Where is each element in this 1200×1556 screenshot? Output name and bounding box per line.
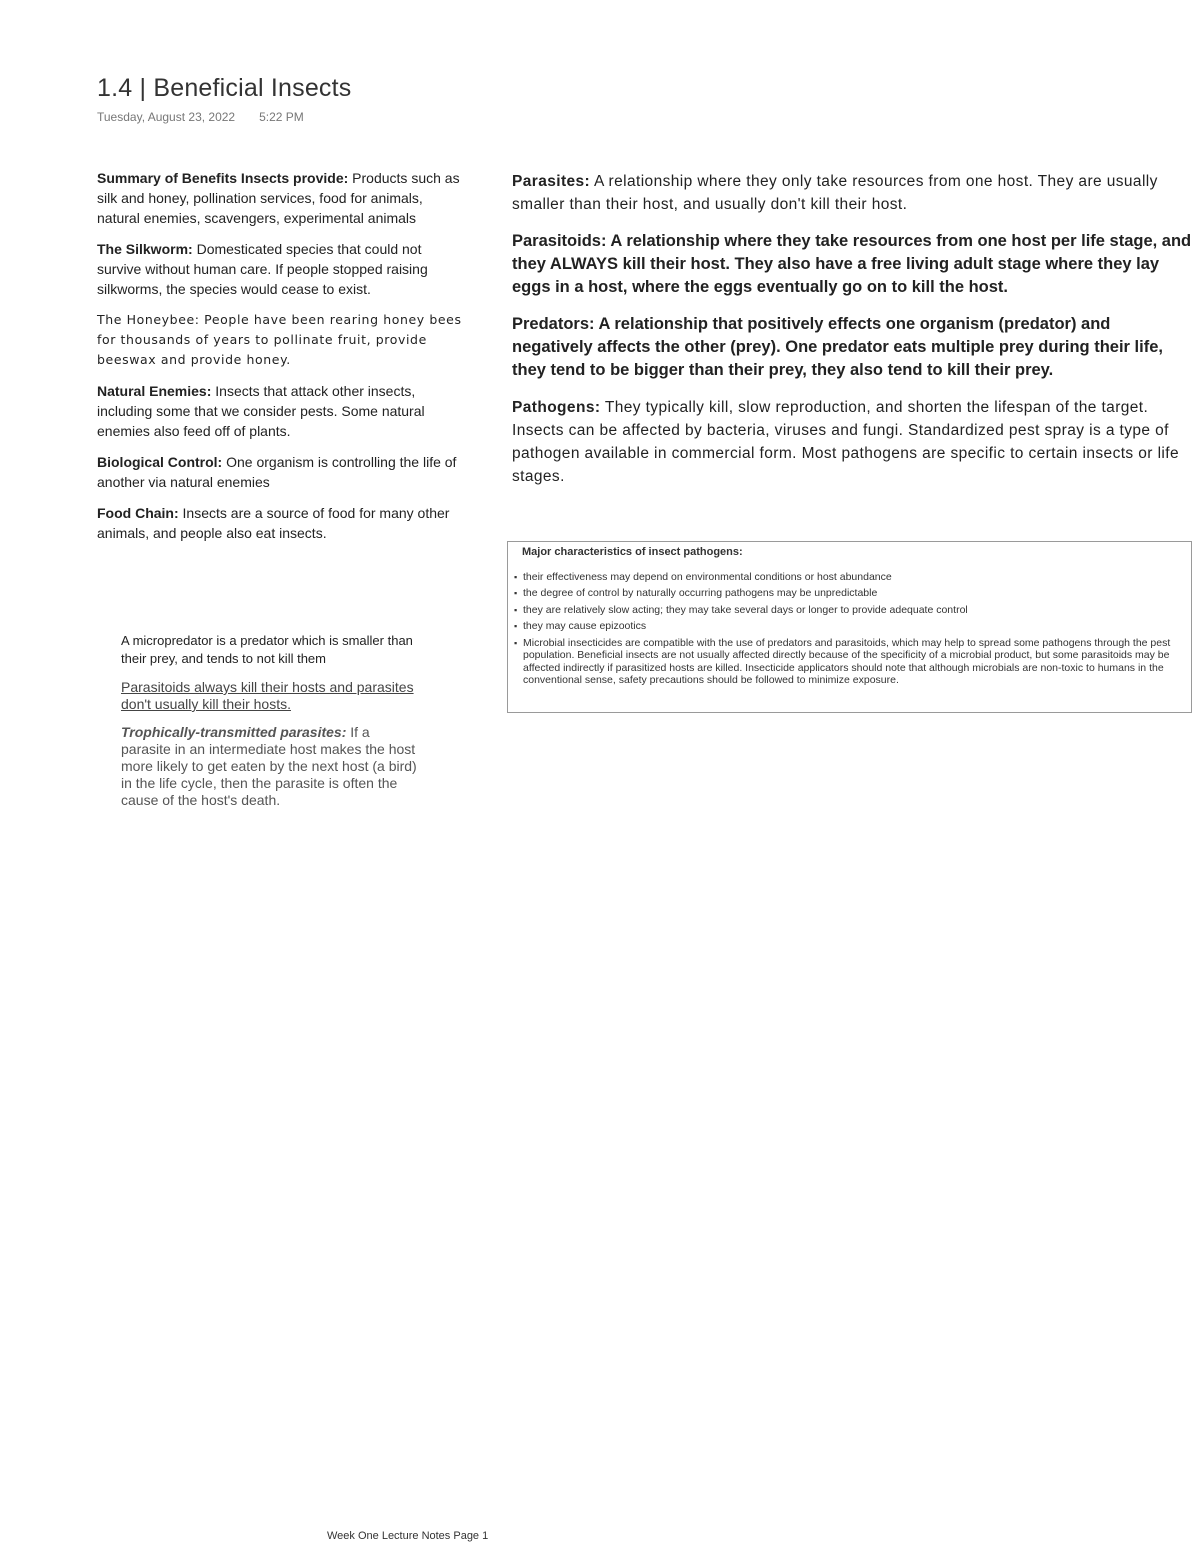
- biological-control-label: Biological Control:: [97, 454, 223, 470]
- pathogen-box-heading: Major characteristics of insect pathogens:: [522, 546, 743, 558]
- page-time: 5:22 PM: [259, 110, 304, 124]
- page-title: 1.4 | Beneficial Insects: [97, 74, 352, 102]
- parasitoids-definition: [512, 230, 1192, 299]
- parasites-label: Parasites:: [512, 173, 591, 190]
- page-date: Tuesday, August 23, 2022: [97, 110, 236, 124]
- pathogen-characteristics-box: [507, 541, 1192, 713]
- food-chain-label: Food Chain:: [97, 505, 179, 521]
- list-item: ▪ their effectiveness may depend on environmental conditions or host abundance: [514, 571, 1181, 584]
- parasitoids-text: A relationship where they take resources from one host per life stage, and they ALWAYS kill their host. They also have a free living adult stage where they lay eggs in a host, where the eggs eventually go on to kill the host.: [512, 232, 1192, 296]
- trophically-note: [121, 724, 421, 809]
- list-item: ▪ the degree of control by naturally occurring pathogens may be unpredictable: [514, 587, 1181, 600]
- sub-notes: [121, 632, 421, 820]
- natural-enemies-label: Natural Enemies:: [97, 383, 212, 399]
- silkworm-text: Domesticated species that could not survive without human care. If people stopped raising silkworms, the species would cease to exist.: [97, 241, 428, 297]
- micropredator-note: A micropredator is a predator which is smaller than their prey, and tends to not kill them: [121, 633, 413, 666]
- right-notes-column: [512, 170, 1192, 502]
- food-chain-note: [97, 503, 469, 543]
- left-notes-column: [97, 168, 469, 554]
- parasites-text: A relationship where they only take resources from one host. They are usually smaller than their host, and usually don't kill their host.: [512, 173, 1158, 213]
- parasitoids-note: Parasitoids always kill their hosts and parasites don't usually kill their hosts.: [121, 679, 414, 712]
- trophically-label: Trophically-transmitted parasites:: [121, 724, 347, 740]
- pathogens-text: They typically kill, slow reproduction, and shorten the lifespan of the target. Insects can be affected by bacteria, viruses and fungi. Standardized pest spray is a type of pathogen available in commercial form. Most pathogens are specific to certain insects or life stages.: [512, 399, 1179, 485]
- silkworm-note: [97, 239, 469, 299]
- parasitoids-label: Parasitoids:: [512, 232, 607, 250]
- pathogen-characteristics-list: [514, 571, 1181, 687]
- page-timestamp: [97, 110, 304, 124]
- summary-label: Summary of Benefits Insects provide:: [97, 170, 349, 186]
- predators-text: A relationship that positively effects one organism (predator) and negatively affects the other (prey). One predator eats multiple prey during their life, they tend to be bigger than their prey, they also tend to kill their prey.: [512, 315, 1163, 379]
- natural-enemies-text: Insects that attack other insects, including some that we consider pests. Some natural enemies also feed off of plants.: [97, 383, 425, 439]
- honeybee-note: The Honeybee: People have been rearing honey bees for thousands of years to pollinate fruit, provide beeswax and provide honey.: [97, 312, 462, 367]
- food-chain-text: Insects are a source of food for many other animals, and people also eat insects.: [97, 505, 450, 541]
- natural-enemies-note: [97, 381, 469, 441]
- pathogens-label: Pathogens:: [512, 399, 601, 416]
- biological-control-note: [97, 452, 469, 492]
- list-item: ▪ they may cause epizootics: [514, 620, 1181, 633]
- biological-control-text: One organism is controlling the life of another via natural enemies: [97, 454, 457, 490]
- pathogens-note: [512, 396, 1192, 488]
- silkworm-label: The Silkworm:: [97, 241, 193, 257]
- trophically-text: If a parasite in an intermediate host makes the host more likely to get eaten by the next host (a bird) in the life cycle, then the parasite is often the cause of the host's death.: [121, 724, 417, 808]
- predators-definition: [512, 313, 1192, 382]
- summary-note: [97, 168, 469, 228]
- list-item: ▪ they are relatively slow acting; they may take several days or longer to provide adequate control: [514, 604, 1181, 617]
- page-footer: Week One Lecture Notes Page 1: [327, 1530, 489, 1542]
- parasites-note: [512, 170, 1192, 216]
- list-item: ▪ Microbial insecticides are compatible with the use of predators and parasitoids, which may help to spread some pathogens through the pest population. Beneficial insects are not usually affected directly because of the specificity of a microbial product, but some parasitoids may be affected indirectly if parasitized hosts are killed. Insecticide applicators should note that although microbials are non-toxic to humans in the conventional sense, safety precautions should be followed to minimize exposure.: [514, 637, 1181, 687]
- summary-text: Products such as silk and honey, pollination services, food for animals, natural enemies, scavengers, experimental animals: [97, 170, 460, 226]
- predators-label: Predators:: [512, 315, 595, 333]
